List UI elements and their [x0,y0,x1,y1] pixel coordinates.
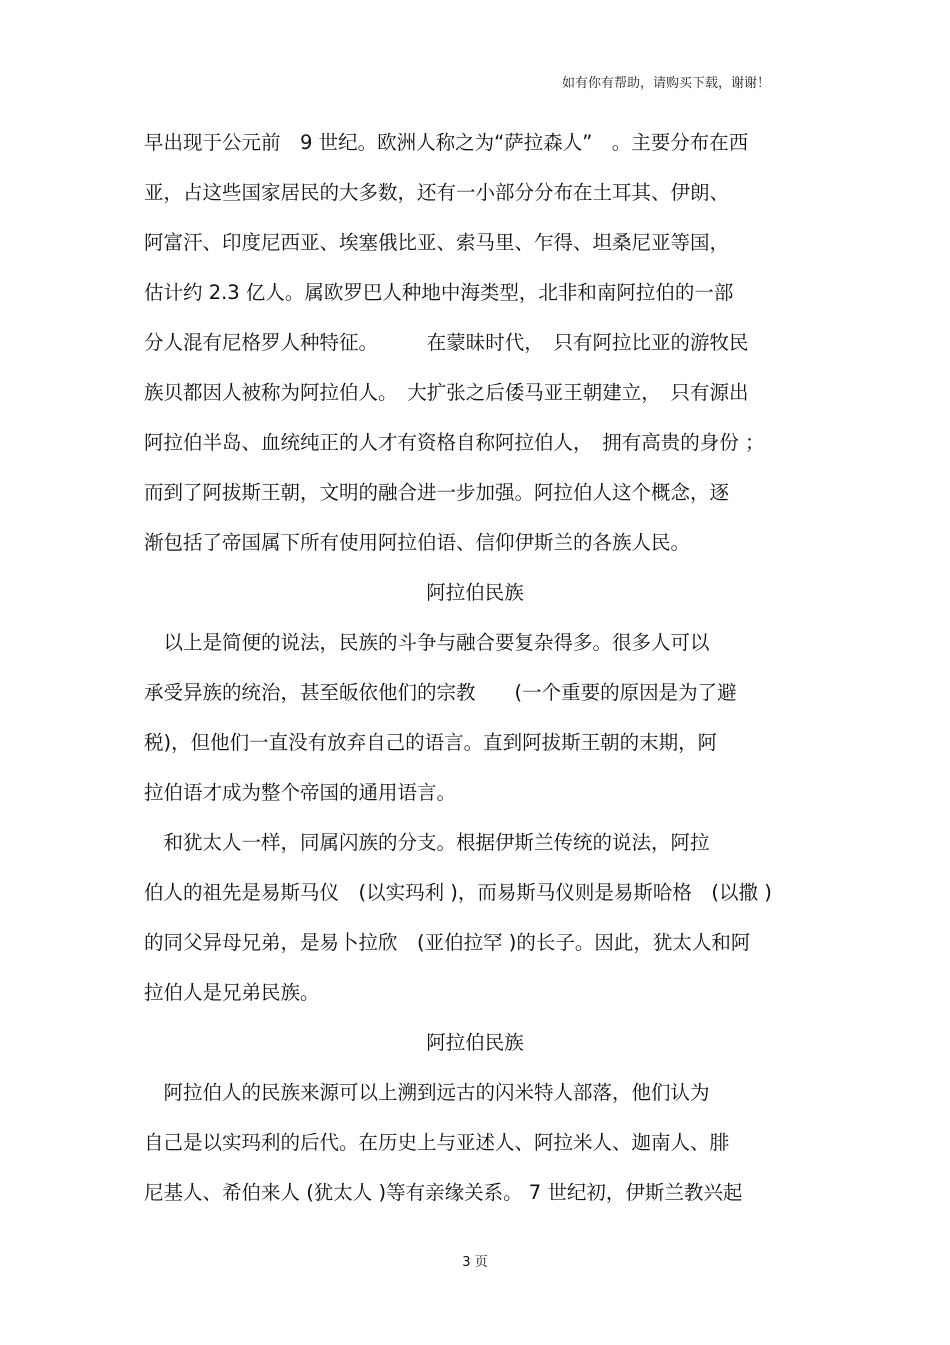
text-line: 估计约 2.3 亿人。属欧罗巴人种地中海类型，北非和南阿拉伯的一部 [144,281,734,304]
text-line: 和犹太人一样，同属闪族的分支。根据伊斯兰传统的说法，阿拉 [144,831,710,854]
text-line: 而到了阿拔斯王朝，文明的融合进一步加强。阿拉伯人这个概念，逐 [144,481,730,504]
text-line: 税)，但他们一直没有放弃自己的语言。直到阿拔斯王朝的末期，阿 [144,731,718,754]
text-line: 伯人的祖先是易斯马仪 (以实玛利 )，而易斯马仪则是易斯哈格 (以撒 ) [144,881,772,904]
text-line: 阿拉伯人的民族来源可以上溯到远古的闪米特人部落，他们认为 [144,1081,710,1104]
text-line: 渐包括了帝国属下所有使用阿拉伯语、信仰伊斯兰的各族人民。 [144,531,691,554]
text-line: 的同父异母兄弟，是易卜拉欣 (亚伯拉罕 )的长子。因此，犹太人和阿 [144,931,751,954]
text-line: 尼基人、希伯来人 (犹太人 )等有亲缘关系。 7 世纪初，伊斯兰教兴起 [144,1181,743,1204]
text-line: 以上是简便的说法，民族的斗争与融合要复杂得多。很多人可以 [144,631,710,654]
text-line: 分人混有尼格罗人种特征。 在蒙昧时代， 只有阿拉比亚的游牧民 [144,331,749,354]
text-line: 阿富汗、印度尼西亚、埃塞俄比亚、索马里、乍得、坦桑尼亚等国， [144,231,730,254]
text-line: 自己是以实玛利的后代。在历史上与亚述人、阿拉米人、迦南人、腓 [144,1131,730,1154]
text-line: 亚，占这些国家居民的大多数，还有一小部分分布在土耳其、伊朗、 [144,181,730,204]
text-line: 早出现于公元前 9 世纪。欧洲人称之为“萨拉森人” 。主要分布在西 [144,131,749,154]
text-line: 阿拉伯半岛、血统纯正的人才有资格自称阿拉伯人， 拥有高贵的身份 ； [144,431,765,454]
text-line: 拉伯语才成为整个帝国的通用语言。 [144,781,457,804]
text-line: 承受异族的统治，甚至皈依他们的宗教 (一个重要的原因是为了避 [144,681,737,704]
section-heading: 阿拉伯民族 [426,1031,524,1054]
page-number: 3 页 [462,1255,488,1270]
header-note: 如有你有帮助，请购买下载，谢谢！ [561,76,770,91]
section-heading: 阿拉伯民族 [426,581,524,604]
text-line: 族贝都因人被称为阿拉伯人。 大扩张之后倭马亚王朝建立， 只有源出 [144,381,749,404]
text-line: 拉伯人是兄弟民族。 [144,981,320,1004]
